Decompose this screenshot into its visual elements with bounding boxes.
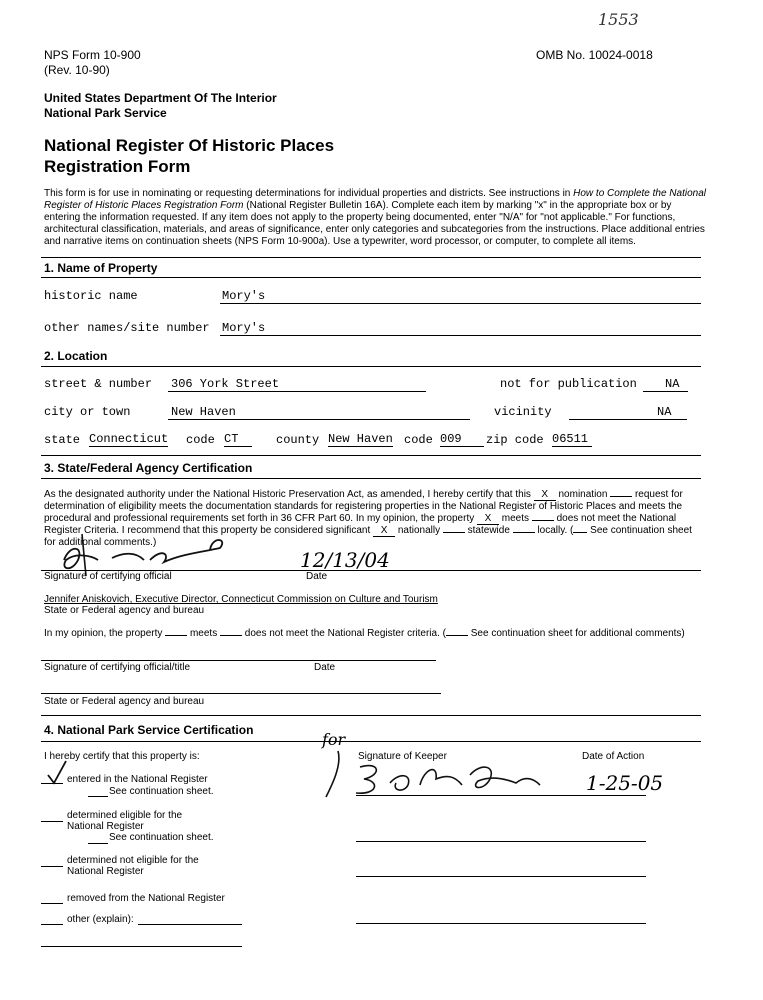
keeper-signature-label: Signature of Keeper bbox=[358, 751, 447, 762]
certification-paragraph: As the designated authority under the National Historic Preservation Act, as amended, I hereby certify that this X nomination request for determination of eligibility meets the documentation standards for registering properties in the National Register of Historic Places and meets the procedural and professional requirements set forth in 36 CFR Part 60. In my opinion, the property X meets does not meet the National Register Criteria. I recommend that this property be considered significant X nationally statewide locally. ( See continuation sheet for additional comments.) bbox=[44, 489, 692, 548]
date-of-action-value[interactable]: 1-25-05 bbox=[586, 771, 664, 795]
vicinity-value[interactable]: NA bbox=[657, 405, 672, 419]
agency-name: National Park Service bbox=[44, 106, 167, 120]
not-eligible-label-line1: determined not eligible for the bbox=[67, 855, 199, 866]
vicinity-label: vicinity bbox=[494, 405, 552, 419]
other-names-value[interactable]: Mory's bbox=[222, 321, 266, 335]
signature-title-label: Signature of certifying official/title bbox=[44, 662, 191, 673]
certification-date-value[interactable]: 12/13/04 bbox=[300, 548, 390, 572]
section4-heading: 4. National Park Service Certification bbox=[44, 723, 254, 737]
date2-label: Date bbox=[314, 662, 336, 673]
form-number: NPS Form 10-900 bbox=[44, 48, 141, 62]
nationally-mark[interactable]: X bbox=[373, 525, 395, 537]
other-names-label: other names/site number bbox=[44, 321, 210, 335]
date-label: Date bbox=[306, 571, 328, 582]
omb-number: OMB No. 10024-0018 bbox=[536, 48, 653, 62]
county-code-value[interactable]: 009 bbox=[440, 433, 484, 447]
county-code-label: code bbox=[404, 433, 433, 447]
nomination-mark[interactable]: X bbox=[534, 489, 556, 501]
state-code-label: code bbox=[186, 433, 215, 447]
agency-bureau2-label: State or Federal agency and bureau bbox=[44, 696, 205, 707]
opinion-continuation-mark[interactable] bbox=[446, 635, 468, 636]
county-value[interactable]: New Haven bbox=[328, 432, 393, 446]
not-for-publication-value[interactable]: NA bbox=[665, 377, 680, 391]
form-revision: (Rev. 10-90) bbox=[44, 63, 110, 77]
section2-heading: 2. Location bbox=[44, 349, 108, 363]
keeper-signature bbox=[320, 745, 550, 805]
entered-continuation-label: See continuation sheet. bbox=[109, 786, 214, 797]
form-title-line2: Registration Form bbox=[44, 157, 191, 176]
opinion-line: In my opinion, the property meets does not meet the National Register criteria. ( See continuation sheet for additional comments) bbox=[44, 628, 685, 639]
historic-name-value[interactable]: Mory's bbox=[222, 289, 266, 303]
date-of-action-label: Date of Action bbox=[582, 751, 645, 762]
agency-bureau-label: State or Federal agency and bureau bbox=[44, 605, 205, 616]
locally-mark[interactable] bbox=[513, 532, 535, 533]
section1-heading: 1. Name of Property bbox=[44, 261, 158, 275]
opinion-meets-mark[interactable] bbox=[165, 635, 187, 636]
section3-heading: 3. State/Federal Agency Certification bbox=[44, 461, 253, 475]
intro-paragraph: This form is for use in nominating or requesting determinations for individual properties and districts. See instructions in How to Complete the National Register of Historic Places Registration Form (National Register Bulletin 16A). Complete each item by marking "x" in the appropriate box or by entering the information requested. If any item does not apply to the property being documented, enter "N/A" for "not applicable." For functions, architectural classification, materials, and areas of significance, enter only categories and subcategories from the instructions. Place additional entries and narrative items on continuation sheets (NPS Form 10-900a). Use a typewriter, word processor, or computer, to complete all items. bbox=[44, 188, 706, 247]
department-name: United States Department Of The Interior bbox=[44, 91, 277, 105]
request-mark[interactable] bbox=[610, 496, 632, 497]
other-explain-label: other (explain): bbox=[67, 914, 134, 925]
for-note: for bbox=[322, 730, 346, 749]
state-label: state bbox=[44, 433, 81, 447]
official-name: Jennifer Aniskovich, Executive Director, Connecticut Commission on Culture and Tourism bbox=[44, 594, 438, 605]
street-value[interactable]: 306 York Street bbox=[171, 377, 280, 391]
form-title-line1: National Register Of Historic Places bbox=[44, 136, 335, 155]
historic-name-label: historic name bbox=[44, 289, 138, 303]
not-for-publication-label: not for publication bbox=[500, 377, 637, 391]
entered-checkmark-icon bbox=[46, 759, 68, 785]
certify-text: I hereby certify that this property is: bbox=[44, 751, 200, 762]
statewide-mark[interactable] bbox=[443, 532, 465, 533]
opinion-not-meet-mark[interactable] bbox=[220, 635, 242, 636]
eligible-label-line1: determined eligible for the bbox=[67, 810, 183, 821]
signature-label: Signature of certifying official bbox=[44, 571, 172, 582]
city-value[interactable]: New Haven bbox=[171, 405, 236, 419]
state-value[interactable]: Connecticut bbox=[89, 432, 169, 446]
continuation-mark[interactable] bbox=[573, 532, 587, 533]
zip-value[interactable]: 06511 bbox=[552, 433, 592, 447]
zip-label: zip code bbox=[486, 433, 544, 447]
county-label: county bbox=[276, 433, 320, 447]
eligible-continuation-label: See continuation sheet. bbox=[109, 832, 214, 843]
corner-note: 1553 bbox=[598, 10, 639, 29]
removed-label: removed from the National Register bbox=[67, 893, 225, 904]
does-not-meet-mark[interactable] bbox=[532, 520, 554, 521]
city-label: city or town bbox=[44, 405, 131, 419]
state-code-value[interactable]: CT bbox=[224, 433, 252, 447]
entered-label: entered in the National Register bbox=[67, 774, 208, 785]
eligible-label-line2: National Register bbox=[67, 821, 144, 832]
not-eligible-label-line2: National Register bbox=[67, 866, 144, 877]
street-label: street & number bbox=[44, 377, 153, 391]
meets-mark[interactable]: X bbox=[477, 513, 499, 525]
